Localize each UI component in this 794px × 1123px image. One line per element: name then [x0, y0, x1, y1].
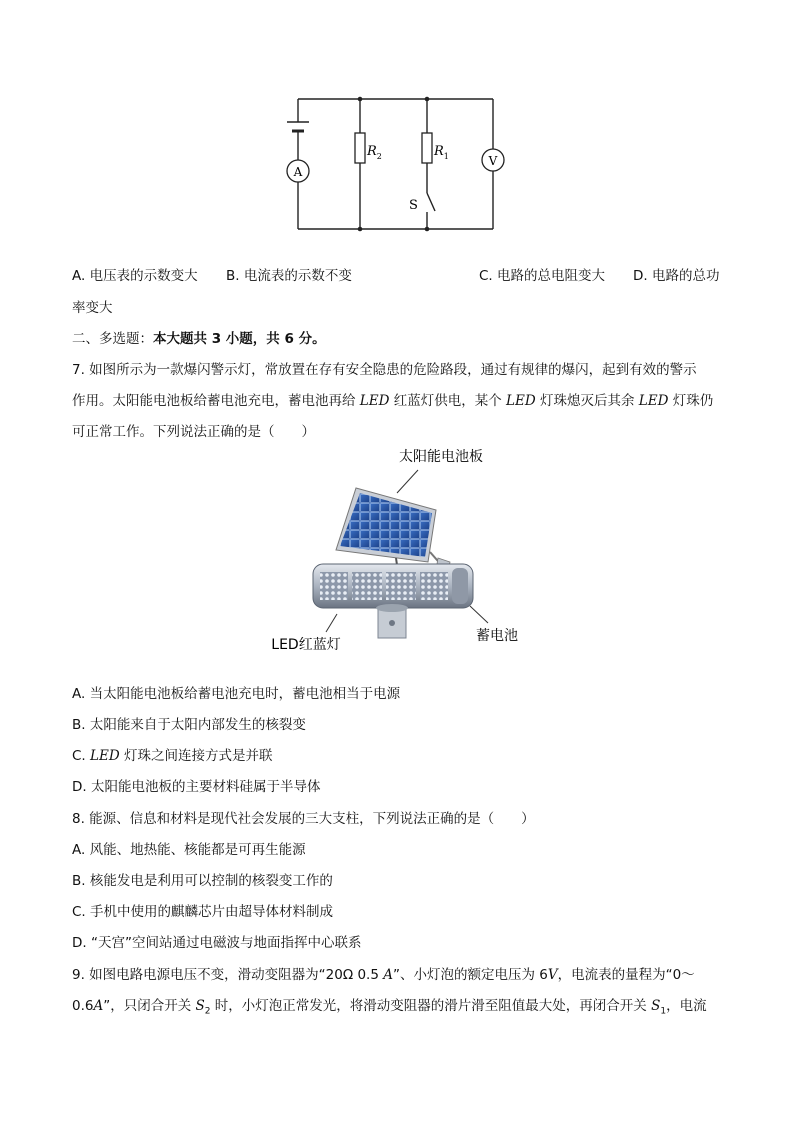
- q9-stem-line2: 0.6A”，只闭合开关 $S_2$ 时，小灯泡正常发光，将滑动变阻器的滑片滑至阻值最大处，再闭合开关 $S_1$，电流: [72, 998, 707, 1017]
- solar-panel: [336, 488, 450, 574]
- label-solar-panel: 太阳能电池板: [399, 449, 483, 465]
- voltmeter: [482, 149, 504, 171]
- resistor-r2: [355, 133, 382, 163]
- circuit-diagram: [0, 0, 794, 250]
- q6-option-b: B. 电流表的示数不变: [226, 268, 352, 284]
- switch-label: S: [409, 198, 418, 213]
- svg-text:R2: $R_2$: [367, 144, 382, 161]
- q7-option-d: D. 太阳能电池板的主要材料硅属于半导体: [72, 779, 321, 795]
- q6-option-a: A. 电压表的示数变大: [72, 268, 198, 284]
- led-light-bar: [313, 564, 473, 608]
- q8-option-d: D. “天宫”空间站通过电磁波与地面指挥中心联系: [72, 935, 362, 951]
- svg-text:R1: $R_1$: [434, 144, 449, 161]
- q7-stem-line2: 作用。太阳能电池板给蓄电池充电，蓄电池再给 LED 红蓝灯供电，某个 LED 灯珠熄灭后其余 LED 灯珠仍: [72, 393, 714, 409]
- pole: [376, 604, 408, 638]
- q6-option-d-continued: 率变大: [72, 300, 113, 316]
- battery-symbol: [287, 122, 309, 131]
- q7-option-a: A. 当太阳能电池板给蓄电池充电时，蓄电池相当于电源: [72, 686, 401, 702]
- q6-option-c: C. 电路的总电阻变大: [479, 268, 606, 284]
- voltmeter-label: V: [488, 154, 498, 168]
- section-heading: 二、多选题：本大题共 3 小题，共 6 分。: [72, 331, 326, 347]
- warning-light-figure: [0, 440, 794, 660]
- q7-stem-line3: 可正常工作。下列说法正确的是（ ）: [72, 424, 315, 440]
- label-led-light: LED红蓝灯: [271, 637, 341, 653]
- q7-option-c: C. LED 灯珠之间连接方式是并联: [72, 748, 273, 764]
- q7-option-b: B. 太阳能来自于太阳内部发生的核裂变: [72, 717, 306, 733]
- label-battery: 蓄电池: [476, 628, 518, 644]
- q9-stem-line1: 9. 如图电路电源电压不变，滑动变阻器为“20Ω 0.5 A”、小灯泡的额定电压为 6V，电流表的量程为“0～: [72, 967, 695, 983]
- q7-stem-line1: 7. 如图所示为一款爆闪警示灯，常放置在存有安全隐患的危险路段，通过有规律的爆闪，起到有效的警示: [72, 362, 697, 378]
- ammeter: [287, 160, 309, 182]
- q6-option-d: D. 电路的总功: [633, 268, 720, 284]
- q8-option-b: B. 核能发电是利用可以控制的核裂变工作的: [72, 873, 333, 889]
- q8-option-c: C. 手机中使用的麒麟芯片由超导体材料制成: [72, 904, 334, 920]
- resistor-r1: [422, 133, 449, 163]
- q8-stem: 8. 能源、信息和材料是现代社会发展的三大支柱，下列说法正确的是（ ）: [72, 811, 535, 827]
- ammeter-label: A: [293, 165, 303, 179]
- switch-s: [409, 193, 435, 213]
- q8-option-a: A. 风能、地热能、核能都是可再生能源: [72, 842, 306, 858]
